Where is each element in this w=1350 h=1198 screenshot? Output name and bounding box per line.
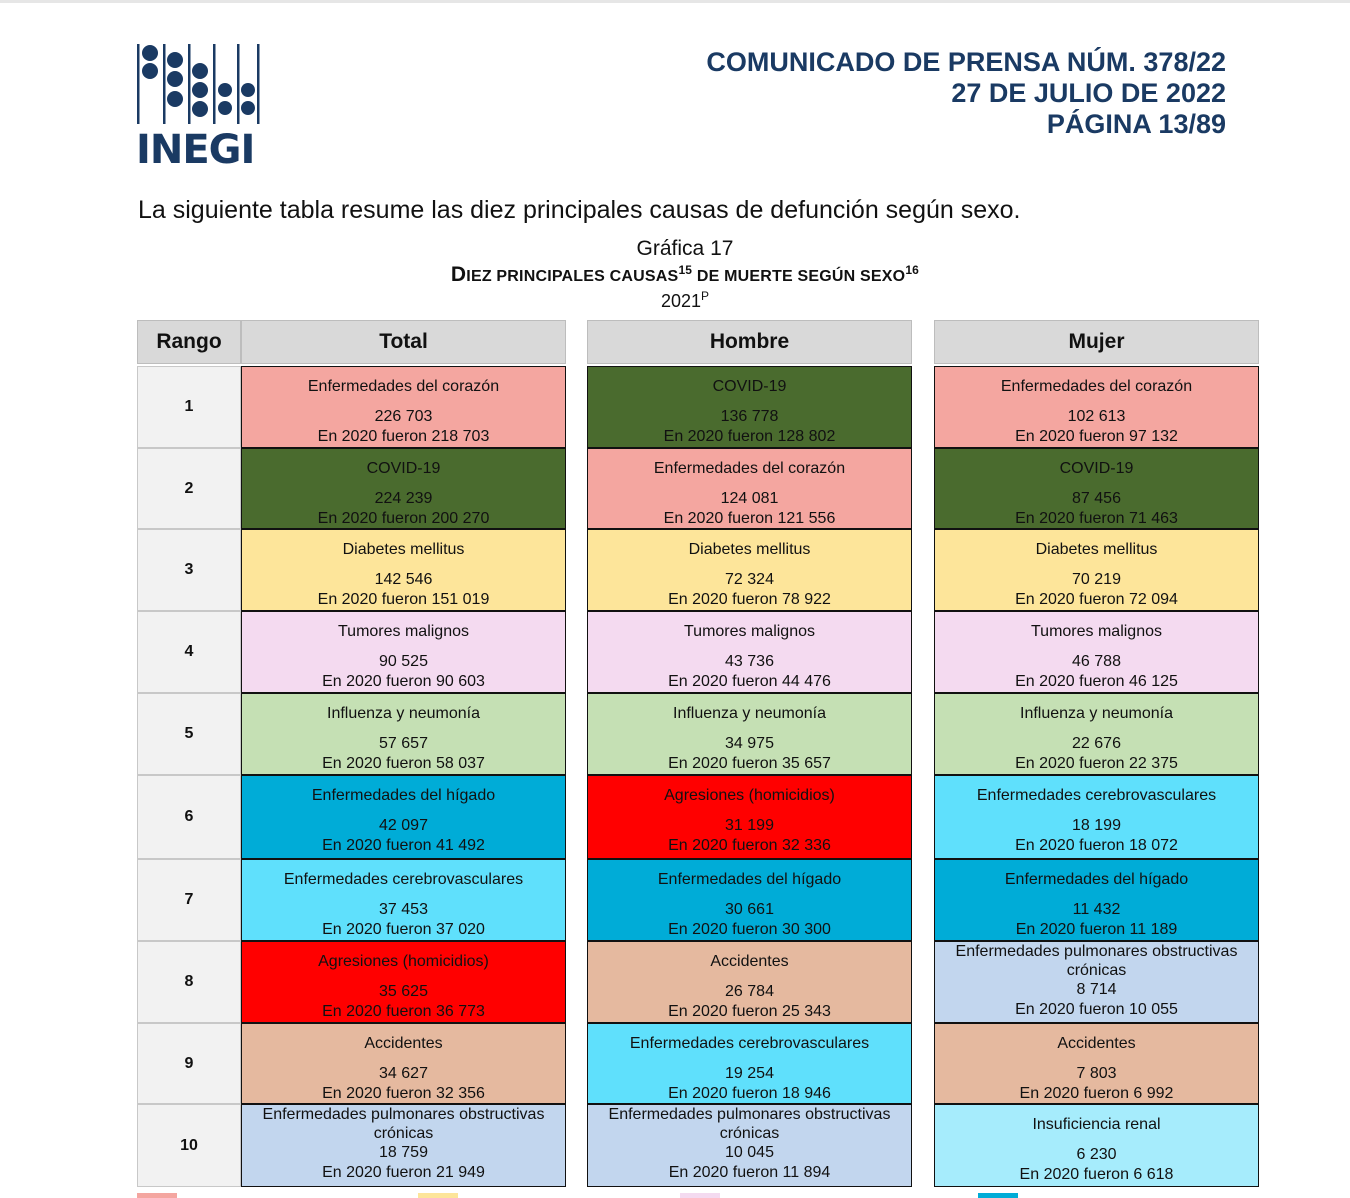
header-line-3: PÁGINA 13/89 (1046, 109, 1226, 139)
death-count: 226 703 (374, 408, 433, 425)
cell-mujer-2 (934, 448, 1259, 529)
previous-year: En 2020 fueron 30 300 (668, 921, 831, 938)
cause-name: Enfermedades del corazón (653, 460, 846, 477)
cell-total-2 (241, 448, 566, 529)
rank-4: 4 (137, 611, 241, 693)
cause-name: Diabetes mellitus (688, 541, 811, 558)
death-count: 90 525 (379, 653, 428, 670)
death-count: 6 230 (1076, 1146, 1117, 1163)
cell-total-8 (241, 941, 566, 1023)
cause-name: Accidentes (364, 1035, 443, 1052)
death-count: 87 456 (1072, 490, 1121, 507)
cell-mujer-8 (934, 941, 1259, 1023)
cell-total-5 (241, 693, 566, 775)
header-line-1: COMUNICADO DE PRENSA NÚM. 378/22 (706, 47, 1226, 77)
previous-year: En 2020 fueron 97 132 (1015, 428, 1178, 445)
cause-name: Enfermedades cerebrovasculares (976, 787, 1217, 804)
cell-total-3 (241, 529, 566, 611)
death-count: 31 199 (725, 817, 774, 834)
previous-year: En 2020 fueron 71 463 (1015, 510, 1178, 527)
death-count: 224 239 (374, 490, 433, 507)
cause-name: Tumores malignos (683, 623, 815, 640)
previous-year: En 2020 fueron 36 773 (322, 1003, 485, 1020)
cell-hombre-6 (587, 775, 912, 859)
previous-year: En 2020 fueron 6 618 (1019, 1166, 1174, 1183)
cause-name: COVID-19 (366, 460, 441, 477)
death-count: 37 453 (379, 901, 428, 918)
death-count: 72 324 (725, 571, 774, 588)
previous-year: En 2020 fueron 200 270 (317, 510, 490, 527)
previous-year: En 2020 fueron 10 055 (1015, 1001, 1178, 1018)
rank-7: 7 (137, 859, 241, 941)
previous-year: En 2020 fueron 78 922 (668, 591, 831, 608)
legend-swatch (680, 1193, 720, 1198)
figure-number: Gráfica 17 (636, 237, 734, 260)
death-count: 46 788 (1072, 653, 1121, 670)
cause-name: Enfermedades del corazón (1000, 378, 1193, 395)
press-release-header (706, 47, 1226, 140)
previous-year: En 2020 fueron 35 657 (668, 755, 831, 772)
legend-swatch (418, 1193, 458, 1198)
previous-year: En 2020 fueron 22 375 (1015, 755, 1178, 772)
cause-name: Enfermedades del hígado (657, 871, 842, 888)
cell-hombre-3 (587, 529, 912, 611)
title-initial: D (450, 263, 467, 286)
rank-10: 10 (137, 1104, 241, 1187)
death-count: 18 759 (379, 1144, 428, 1161)
cause-name: Agresiones (homicidios) (664, 787, 835, 804)
logo-text: INEGI (136, 127, 255, 173)
cause-name: Accidentes (710, 953, 789, 970)
previous-year: En 2020 fueron 44 476 (668, 673, 831, 690)
cause-name: Enfermedades cerebrovasculares (629, 1035, 870, 1052)
cause-name: Diabetes mellitus (1035, 541, 1158, 558)
previous-year: En 2020 fueron 37 020 (322, 921, 485, 938)
cause-name: Enfermedades del corazón (307, 378, 500, 395)
previous-year: En 2020 fueron 72 094 (1015, 591, 1178, 608)
cell-total-10 (241, 1104, 566, 1187)
cell-mujer-7 (934, 859, 1259, 941)
death-count: 57 657 (379, 735, 428, 752)
death-count: 26 784 (725, 983, 774, 1000)
previous-year: En 2020 fueron 121 556 (663, 510, 836, 527)
previous-year: En 2020 fueron 32 356 (322, 1085, 485, 1102)
cause-name: Diabetes mellitus (342, 541, 465, 558)
cell-hombre-5 (587, 693, 912, 775)
death-count: 22 676 (1072, 735, 1121, 752)
cell-hombre-4 (587, 611, 912, 693)
cause-name: Influenza y neumonía (1020, 705, 1173, 722)
rank-9: 9 (137, 1023, 241, 1104)
cause-name: Enfermedades del hígado (311, 787, 496, 804)
cause-name: Influenza y neumonía (327, 705, 480, 722)
header-line-2: 27 DE JULIO DE 2022 (951, 78, 1226, 108)
death-count: 102 613 (1067, 408, 1126, 425)
cell-mujer-4 (934, 611, 1259, 693)
title-part-2: DE MUERTE SEGÚN SEXO (692, 268, 906, 285)
previous-year: En 2020 fueron 11 189 (1015, 921, 1178, 938)
previous-year: En 2020 fueron 218 703 (317, 428, 490, 445)
death-count: 8 714 (1076, 981, 1117, 998)
cause-name: Enfermedades pulmonares obstructivas crónicas (608, 1106, 891, 1142)
cause-name: Insuficiencia renal (1032, 1116, 1161, 1133)
death-count: 142 546 (374, 571, 433, 588)
death-count: 7 803 (1076, 1065, 1117, 1082)
cell-hombre-9 (587, 1023, 912, 1104)
cause-name: Tumores malignos (337, 623, 469, 640)
death-count: 124 081 (720, 490, 779, 507)
cell-total-1 (241, 366, 566, 448)
cell-mujer-10 (934, 1104, 1259, 1187)
top-border (0, 0, 1350, 3)
cause-name: COVID-19 (712, 378, 787, 395)
cause-name: Tumores malignos (1030, 623, 1162, 640)
cell-hombre-2 (587, 448, 912, 529)
previous-year: En 2020 fueron 151 019 (317, 591, 490, 608)
previous-year: En 2020 fueron 25 343 (668, 1003, 831, 1020)
legend-swatch (978, 1193, 1018, 1198)
death-count: 11 432 (1072, 901, 1121, 918)
death-count: 34 975 (725, 735, 774, 752)
cell-total-9 (241, 1023, 566, 1104)
rank-5: 5 (137, 693, 241, 775)
header-hombre: Hombre (587, 320, 912, 364)
death-count: 70 219 (1072, 571, 1121, 588)
cause-name: Enfermedades pulmonares obstructivas crónicas (955, 943, 1238, 979)
previous-year: En 2020 fueron 21 949 (322, 1164, 485, 1181)
figure-title (137, 263, 1233, 287)
cause-name: COVID-19 (1059, 460, 1134, 477)
cause-name: Agresiones (homicidios) (318, 953, 489, 970)
title-part-1: IEZ PRINCIPALES CAUSAS (466, 268, 679, 285)
previous-year: En 2020 fueron 32 336 (668, 837, 831, 854)
rank-2: 2 (137, 448, 241, 529)
cell-total-7 (241, 859, 566, 941)
rank-3: 3 (137, 529, 241, 611)
cell-hombre-8 (587, 941, 912, 1023)
cell-mujer-5 (934, 693, 1259, 775)
footnote-ref-16[interactable]: 16 (905, 263, 920, 277)
cell-total-6 (241, 775, 566, 859)
header-rank: Rango (137, 320, 241, 364)
preliminary-mark: P (701, 289, 710, 303)
death-count: 35 625 (379, 983, 428, 1000)
death-count: 30 661 (725, 901, 774, 918)
previous-year: En 2020 fueron 11 894 (668, 1164, 831, 1181)
previous-year: En 2020 fueron 46 125 (1015, 673, 1178, 690)
previous-year: En 2020 fueron 41 492 (322, 837, 485, 854)
intro-paragraph: La siguiente tabla resume las diez principales causas de defunción según sexo. (138, 196, 1021, 224)
cause-name: Influenza y neumonía (673, 705, 826, 722)
cell-mujer-9 (934, 1023, 1259, 1104)
cause-name: Enfermedades cerebrovasculares (283, 871, 524, 888)
previous-year: En 2020 fueron 128 802 (663, 428, 836, 445)
previous-year: En 2020 fueron 18 072 (1015, 837, 1178, 854)
death-count: 19 254 (725, 1065, 774, 1082)
cell-mujer-3 (934, 529, 1259, 611)
cause-name: Enfermedades pulmonares obstructivas crónicas (262, 1106, 545, 1142)
death-count: 34 627 (379, 1065, 428, 1082)
cell-mujer-6 (934, 775, 1259, 859)
rank-8: 8 (137, 941, 241, 1023)
cell-hombre-1 (587, 366, 912, 448)
footnote-ref-15[interactable]: 15 (678, 263, 693, 277)
previous-year: En 2020 fueron 58 037 (322, 755, 485, 772)
cell-hombre-10 (587, 1104, 912, 1187)
cell-hombre-7 (587, 859, 912, 941)
death-count: 18 199 (1072, 817, 1121, 834)
previous-year: En 2020 fueron 18 946 (668, 1085, 831, 1102)
rank-6: 6 (137, 775, 241, 859)
figure-year (137, 291, 1233, 312)
death-count: 136 778 (720, 408, 779, 425)
cell-mujer-1 (934, 366, 1259, 448)
cause-name: Accidentes (1057, 1035, 1136, 1052)
previous-year: En 2020 fueron 6 992 (1019, 1085, 1174, 1102)
header-total: Total (241, 320, 566, 364)
header-mujer: Mujer (934, 320, 1259, 364)
rank-1: 1 (137, 366, 241, 448)
previous-year: En 2020 fueron 90 603 (322, 673, 485, 690)
death-count: 42 097 (379, 817, 428, 834)
death-count: 10 045 (725, 1144, 774, 1161)
legend-swatch (137, 1193, 177, 1198)
death-count: 43 736 (725, 653, 774, 670)
cell-total-4 (241, 611, 566, 693)
cause-name: Enfermedades del hígado (1004, 871, 1189, 888)
year-value: 2021 (660, 291, 702, 311)
